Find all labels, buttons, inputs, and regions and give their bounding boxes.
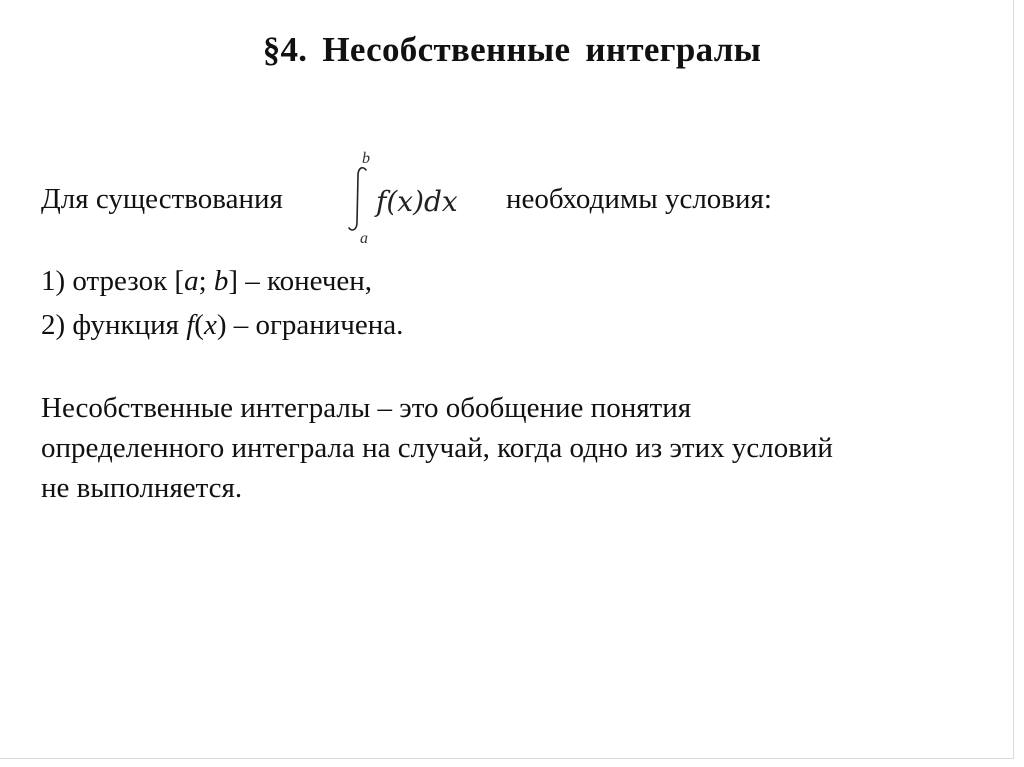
paragraph-line-2: определенного интеграла на случай, когда одно из этих условий [41, 432, 833, 464]
page-title: §4. Несобственные интегралы [262, 30, 762, 69]
integral-integrand: f(x)dx [376, 185, 458, 218]
integral-formula [340, 150, 490, 250]
integral-upper-limit: b [362, 150, 370, 167]
condition-2: 2) функция f(x) – ограничена. [41, 309, 404, 341]
integral-sign-icon [344, 164, 374, 234]
var-x: x [203, 309, 217, 341]
definition-paragraph [41, 388, 991, 508]
intro-prefix-text: Для существования [41, 183, 283, 215]
var-b: b [213, 265, 229, 297]
integral-lower-limit: a [360, 230, 368, 247]
var-a: a [184, 265, 199, 297]
var-f: f [186, 309, 195, 341]
paragraph-line-3: не выполняется. [41, 472, 243, 504]
paragraph-line-1: Несобственные интегралы – это обобщение понятия [41, 392, 692, 424]
intro-suffix-text: необходимы условия: [506, 183, 772, 215]
condition-1: 1) отрезок [a; b] – конечен, [41, 265, 373, 297]
